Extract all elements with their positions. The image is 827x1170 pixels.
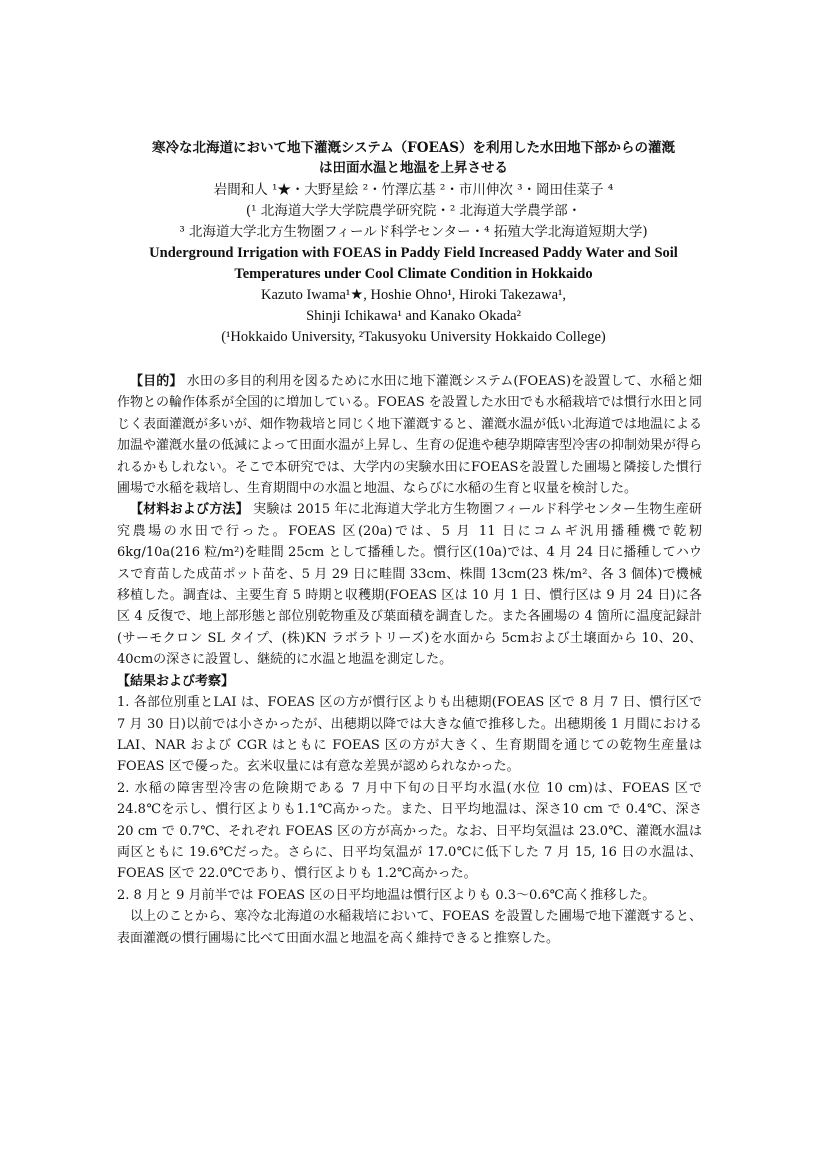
methods-heading: 【材料および方法】 <box>130 502 249 518</box>
english-title-line-1: Underground Irrigation with FOEAS in Paddy Field Increased Paddy Water and Soil <box>149 245 678 261</box>
results-item-1: 1. 各部位別重とLAI は、FOEAS 区の方が慣行区よりも出穂期(FOEAS 区で 8 月 7 日、慣行区で 7 月 30 日)以前では小さかったが、出穂期以降では大きな値で推移した。出穂期後 1 月間における LAI、NAR および CGR はともに FOEAS 区の方が大きく、生育期間を通じての乾物生産量は FOEAS 区で優った。玄米収量には有意な差異が認められなかった。 <box>117 695 702 775</box>
japanese-authors-names: 岩間和人 ¹★・大野星絵 ²・竹澤広基 ²・市川伸次 ³・岡田佳菜子 ⁴ <box>213 182 614 198</box>
objective-paragraph <box>117 371 702 499</box>
conclusion-paragraph: 以上のことから、寒冷な北海道の水稲栽培において、FOEAS を設置した圃場で地下灌漑すると、表面灌漑の慣行圃場に比べて田面水温と地温を高く維持できると推察した。 <box>117 909 702 946</box>
japanese-title-line-1: 寒冷な北海道において地下灌漑システム（FOEAS）を利用した水田地下部からの灌漑 <box>151 140 675 156</box>
results-item-2: 2. 水稲の障害型冷害の危険期である 7 月中下旬の日平均水温(水位 10 cm)は、FOEAS 区で24.8℃を示し、慣行区よりも1.1℃高かった。また、日平均地温は、深さ10 cm で 0.4℃、深さ 20 cm で 0.7℃、それぞれ FOEAS 区の方が高かった。なお、日平均気温は 23.0℃、灌漑水温は両区ともに 19.6℃だった。さらに、日平均気温が 17.0℃に低下した 7 月 15, 16 日の水温は、FOEAS 区で 22.0℃であり、慣行区よりも 1.2℃高かった。 <box>117 780 702 882</box>
english-affiliations: (¹Hokkaido University, ²Takusyoku University Hokkaido College) <box>221 329 606 345</box>
japanese-affiliations-line-2: ³ 北海道大学北方生物圏フィールド科学センター・⁴ 拓殖大学北海道短期大学) <box>179 224 648 240</box>
abstract-body <box>117 371 702 949</box>
methods-text: 実験は 2015 年に北海道大学北方生物圏フィールド科学センター生物生産研究農場の水田で行った。FOEAS 区(20a)では、5 月 11 日にコムギ汎用播種機で乾籾 6kg/10a(216 粒/m²)を畦間 25cm として播種した。慣行区(10a)では、4 月 24 日に播種してハウスで育苗した成苗ポット苗を、5 月 29 日に畦間 33cm、株間 13cm(23 株/m²、各 3 個体)で機械移植した。調査は、主要生育 5 時期と収穫期(FOEAS 区は 10 月 1 日、慣行区は 9 月 24 日)に各区 4 反復で、地上部形態と部位別乾物重及び葉面積を調査した。また各圃場の 4 箇所に温度記録計(サーモクロン SL タイプ、(株)KN ラボラトリーズ)を水面から 5cmおよび土壌面から 10、20、40cmの深さに設置し、継続的に水温と地温を測定した。 <box>117 502 702 668</box>
japanese-title-line-2: は田面水温と地温を上昇させる <box>319 160 508 176</box>
objective-text: 水田の多目的利用を図るために水田に地下灌漑システム(FOEAS)を設置して、水稲と畑作物との輪作体系が全国的に増加している。FOEAS を設置した水田でも水稲栽培では慣行水田と同じく表面灌漑が多いが、畑作物栽培と同じく地下灌漑すると、灌漑水温が低い北海道では地温による加温や灌漑水量の低減によって田面水温が上昇し、生育の促進や穂孕期障害型冷害の抑制効果が得られるかもしれない。そこで本研究では、大学内の実験水田にFOEASを設置した圃場と隣接した慣行圃場で水稲を栽培し、生育期間中の水温と地温、ならびに水稲の生育と収量を検討した。 <box>117 374 703 497</box>
english-authors-line-2: Shinji Ichikawa¹ and Kanako Okada² <box>306 308 521 324</box>
english-title-line-2: Temperatures under Cool Climate Condition in Hokkaido <box>234 266 593 282</box>
japanese-title <box>100 138 727 178</box>
objective-heading: 【目的】 <box>130 374 183 389</box>
results-heading: 【結果および考察】 <box>117 673 235 689</box>
japanese-authors <box>100 180 727 243</box>
english-authors-line-1: Kazuto Iwama¹★, Hoshie Ohno¹, Hiroki Takezawa¹, <box>260 287 566 303</box>
english-authors <box>100 285 727 348</box>
japanese-affiliations-line-1: (¹ 北海道大学大学院農学研究院・² 北海道大学農学部・ <box>245 203 582 219</box>
english-title <box>100 243 727 285</box>
methods-paragraph <box>117 499 702 670</box>
results-item-3: 2. 8 月と 9 月前半では FOEAS 区の日平均地温は慣行区よりも 0.3～0.6℃高く推移した。 <box>117 887 656 903</box>
